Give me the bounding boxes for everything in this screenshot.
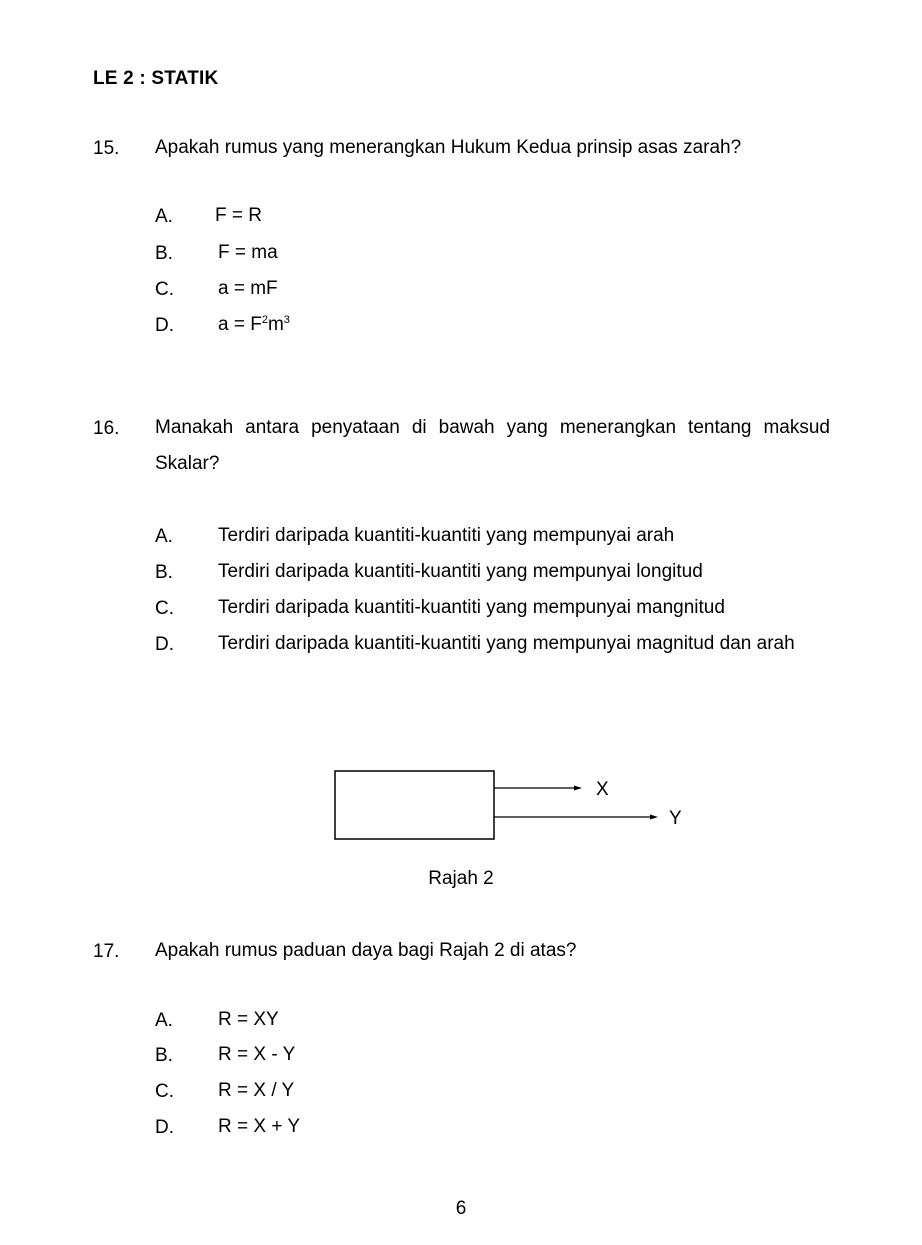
q15-option-a-text: F = R (215, 205, 262, 226)
q15-option-b-letter: B. (155, 243, 173, 264)
q16-option-a-text: Terdiri daripada kuantiti-kuantiti yang mempunyai arah (218, 525, 675, 546)
q15-option-d-mid: m (267, 314, 284, 335)
q15-option-b-text: F = ma (218, 242, 278, 263)
q16-option-b-letter: B. (155, 562, 173, 583)
q15-option-d-exponent-1: 2 (261, 314, 268, 326)
q17-option-c-text: R = X / Y (218, 1080, 295, 1101)
q16-option-d-text: Terdiri daripada kuantiti-kuantiti yang mempunyai magnitud dan arah (218, 633, 795, 654)
q15-option-c-text: a = mF (218, 278, 278, 299)
question-17-number: 17. (93, 941, 120, 962)
q16-option-b-text: Terdiri daripada kuantiti-kuantiti yang mempunyai longitud (218, 561, 703, 582)
q15-option-d-text (218, 307, 290, 343)
question-16-text: Manakah antara penyataan di bawah yang menerangkan tentang maksud Skalar? (155, 417, 830, 474)
page-number: 6 (455, 1198, 467, 1219)
force-x-label: X (596, 779, 609, 800)
block-rectangle (335, 771, 494, 839)
q15-option-a-letter: A. (155, 206, 173, 227)
q17-option-c-letter: C. (155, 1081, 174, 1102)
q15-option-d-base: a = F (218, 314, 262, 335)
force-y-arrowhead (650, 815, 658, 820)
question-15-number: 15. (93, 138, 120, 159)
question-15-text: Apakah rumus yang menerangkan Hukum Kedua prinsip asas zarah? (155, 137, 742, 158)
figure-caption: Rajah 2 (428, 868, 494, 889)
q16-option-c-letter: C. (155, 598, 174, 619)
q16-option-c-text: Terdiri daripada kuantiti-kuantiti yang mempunyai mangnitud (218, 597, 725, 618)
q17-option-d-letter: D. (155, 1117, 174, 1138)
q17-option-b-text: R = X - Y (218, 1044, 296, 1065)
force-diagram (320, 760, 700, 855)
force-y-label: Y (669, 808, 682, 829)
q15-option-c-letter: C. (155, 279, 174, 300)
q17-option-b-letter: B. (155, 1045, 173, 1066)
section-title: LE 2 : STATIK (93, 68, 219, 89)
q17-option-d-text: R = X + Y (218, 1116, 301, 1137)
q15-option-d-exponent-2: 3 (283, 314, 290, 326)
question-17-text: Apakah rumus paduan daya bagi Rajah 2 di atas? (155, 940, 577, 961)
force-x-arrowhead (574, 786, 582, 791)
question-16-number: 16. (93, 418, 120, 439)
q17-option-a-letter: A. (155, 1010, 173, 1031)
q16-option-a-letter: A. (155, 526, 173, 547)
q17-option-a-text: R = XY (218, 1009, 279, 1030)
q16-option-d-letter: D. (155, 634, 174, 655)
q15-option-d-letter: D. (155, 315, 174, 336)
